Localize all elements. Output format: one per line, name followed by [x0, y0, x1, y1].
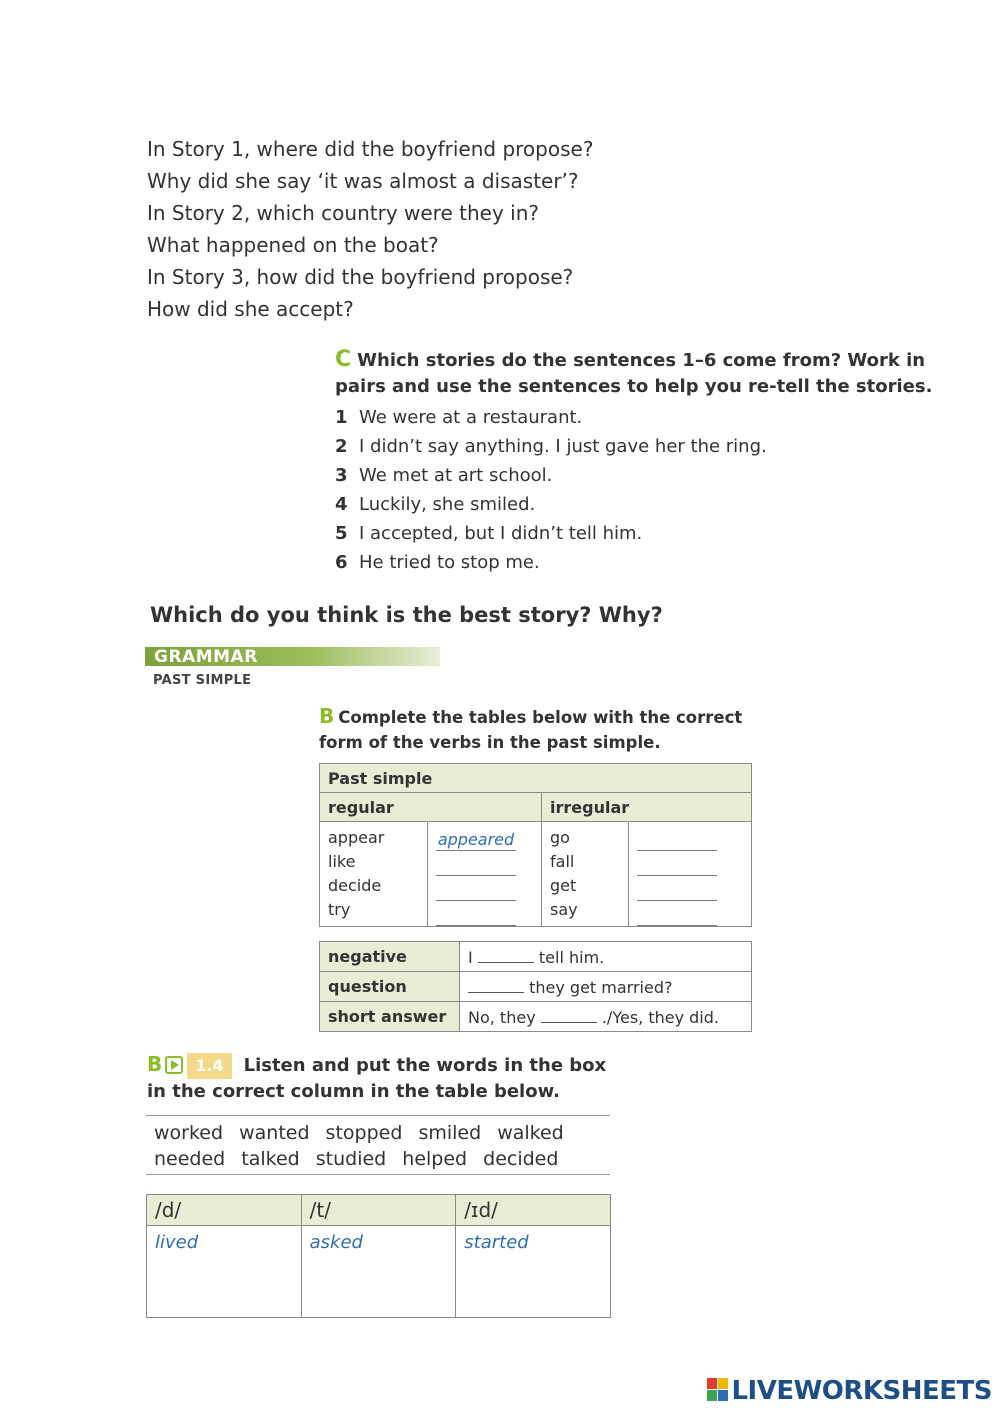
question-6: How did she accept? [147, 297, 354, 321]
section-b-title: Complete the tables below with the correct form of the verbs in the past simple. [319, 708, 743, 752]
answer-field[interactable] [436, 854, 516, 876]
verb: appear [328, 828, 385, 847]
question-4: What happened on the boat? [147, 233, 439, 257]
logo-text: LIVEWORKSHEETS [731, 1376, 992, 1406]
sentence-text: We were at a restaurant. [359, 407, 583, 428]
grammar-label: GRAMMAR [154, 647, 258, 667]
short-post: ./Yes, they did. [601, 1007, 719, 1027]
column-id-cell[interactable]: started [456, 1226, 611, 1318]
negative-label: negative [320, 942, 460, 972]
question-label: question [320, 972, 460, 1002]
verb: fall [550, 852, 575, 871]
section-b2-instructions [147, 1051, 617, 1105]
negative-row [460, 942, 752, 972]
short-answer-blank[interactable] [541, 1007, 597, 1023]
sentence-number: 2 [335, 436, 348, 457]
sentence-number: 3 [335, 465, 348, 486]
forms-table [319, 941, 752, 1032]
verb: get [550, 876, 577, 895]
grammar-banner [145, 647, 440, 666]
sentence-number: 6 [335, 552, 348, 573]
sentence-number: 4 [335, 494, 348, 515]
verb: try [328, 900, 351, 919]
question-post: they get married? [529, 977, 673, 997]
answer-field[interactable] [436, 904, 516, 926]
question-row [460, 972, 752, 1002]
negative-blank[interactable] [478, 947, 534, 963]
verb: decide [328, 876, 382, 895]
section-b-instructions [319, 704, 779, 755]
column-t-cell[interactable]: asked [301, 1226, 456, 1318]
sentence-item [335, 436, 767, 457]
liveworksheets-logo [707, 1376, 992, 1406]
logo-icon [707, 1378, 729, 1402]
pronunciation-table [146, 1194, 611, 1318]
negative-pre: I [468, 947, 473, 967]
section-b2-letter: B [147, 1052, 163, 1076]
sentence-text: We met at art school. [359, 465, 553, 486]
short-answer-row [460, 1002, 752, 1032]
irregular-verbs [542, 822, 629, 927]
sentence-text: I didn’t say anything. I just gave her the ring. [359, 436, 767, 457]
past-simple-heading: PAST SIMPLE [153, 673, 252, 688]
section-c-title: Which stories do the sentences 1–6 come from? Work in pairs and use the sentences to help you re-tell the stories. [335, 350, 933, 397]
regular-header: regular [320, 793, 542, 822]
word-row: needed talked studied helped decided [154, 1148, 559, 1170]
question-5: In Story 3, how did the boyfriend propose? [147, 265, 574, 289]
sentence-text: He tried to stop me. [359, 552, 540, 573]
answer-field[interactable] [637, 879, 717, 901]
short-answer-label: short answer [320, 1002, 460, 1032]
sentence-number: 5 [335, 523, 348, 544]
verb: go [550, 828, 570, 847]
track-number: 1.4 [187, 1053, 231, 1079]
table-title: Past simple [320, 764, 752, 793]
question-3: In Story 2, which country were they in? [147, 201, 539, 225]
sentence-text: Luckily, she smiled. [359, 494, 536, 515]
irregular-answers [629, 822, 752, 927]
sentence-item [335, 465, 552, 486]
column-id-header: /ɪd/ [456, 1195, 611, 1226]
column-d-header: /d/ [147, 1195, 302, 1226]
answer-field[interactable] [637, 829, 717, 851]
regular-verbs [320, 822, 428, 927]
word-box [146, 1115, 610, 1175]
negative-post: tell him. [538, 947, 605, 967]
sentence-number: 1 [335, 407, 348, 428]
question-blank[interactable] [468, 977, 524, 993]
column-d-cell[interactable]: lived [147, 1226, 302, 1318]
past-simple-table [319, 763, 752, 927]
play-icon[interactable] [165, 1056, 183, 1074]
sentence-item [335, 494, 535, 515]
section-c-letter: C [335, 347, 352, 372]
section-b2-title: Listen and put the words in the box in the correct column in the table below. [147, 1055, 607, 1102]
answer-field[interactable]: appeared [437, 830, 515, 849]
sentence-item [335, 552, 540, 573]
short-pre: No, they [468, 1007, 536, 1027]
verb: like [328, 852, 356, 871]
regular-answers [428, 822, 542, 927]
best-story-question: Which do you think is the best story? Why? [150, 603, 663, 627]
word-row: worked wanted stopped smiled walked [154, 1122, 564, 1144]
sentence-item [335, 407, 582, 428]
irregular-header: irregular [542, 793, 752, 822]
section-c-instructions [335, 347, 935, 400]
answer-field[interactable] [637, 904, 717, 926]
question-2: Why did she say ‘it was almost a disaster’? [147, 169, 579, 193]
section-b-letter: B [319, 704, 335, 728]
sentence-item [335, 523, 642, 544]
sentence-text: I accepted, but I didn’t tell him. [359, 523, 643, 544]
question-1: In Story 1, where did the boyfriend propose? [147, 137, 594, 161]
answer-field[interactable] [436, 879, 516, 901]
column-t-header: /t/ [301, 1195, 456, 1226]
answer-field[interactable] [637, 854, 717, 876]
verb: say [550, 900, 578, 919]
